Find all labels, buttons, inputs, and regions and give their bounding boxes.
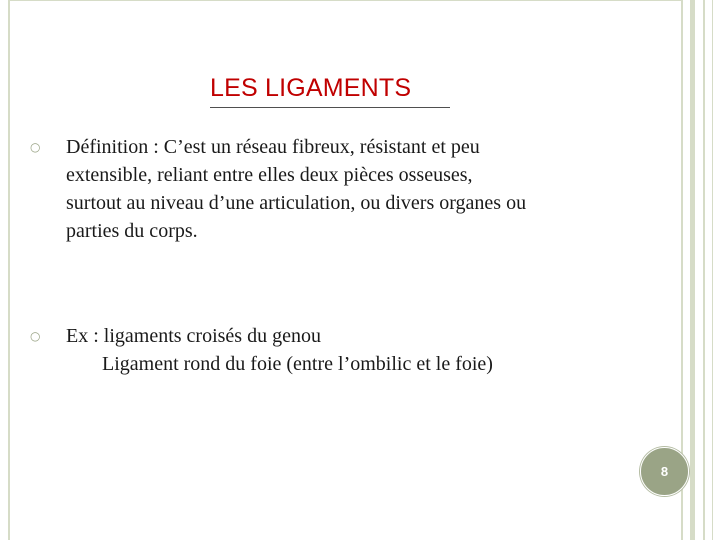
frame-top-line [8, 0, 683, 1]
text-line: Ligament rond du foie (entre l’ombilic et le foie) [102, 353, 493, 375]
title-underline [210, 107, 450, 108]
bullet-icon: ○ [30, 140, 41, 154]
frame-right-band [690, 0, 695, 540]
frame-left-line [8, 0, 10, 540]
text-line: Définition : C’est un réseau fibreux, résistant et peu [66, 136, 480, 158]
text-line: Ex : ligaments croisés du genou [66, 325, 321, 347]
bullet-icon: ○ [30, 329, 41, 343]
text-line: parties du corps. [66, 220, 198, 242]
frame-right-line [703, 0, 705, 540]
text-line: surtout au niveau d’une articulation, ou divers organes ou [66, 192, 527, 214]
slide-title: LES LIGAMENTS [210, 74, 412, 102]
bullet-text [66, 322, 636, 378]
page-number-badge: 8 [640, 447, 689, 496]
bullet-text [66, 133, 636, 245]
frame-right-line [712, 0, 713, 540]
text-line: extensible, reliant entre elles deux pièces osseuses, [66, 164, 473, 186]
